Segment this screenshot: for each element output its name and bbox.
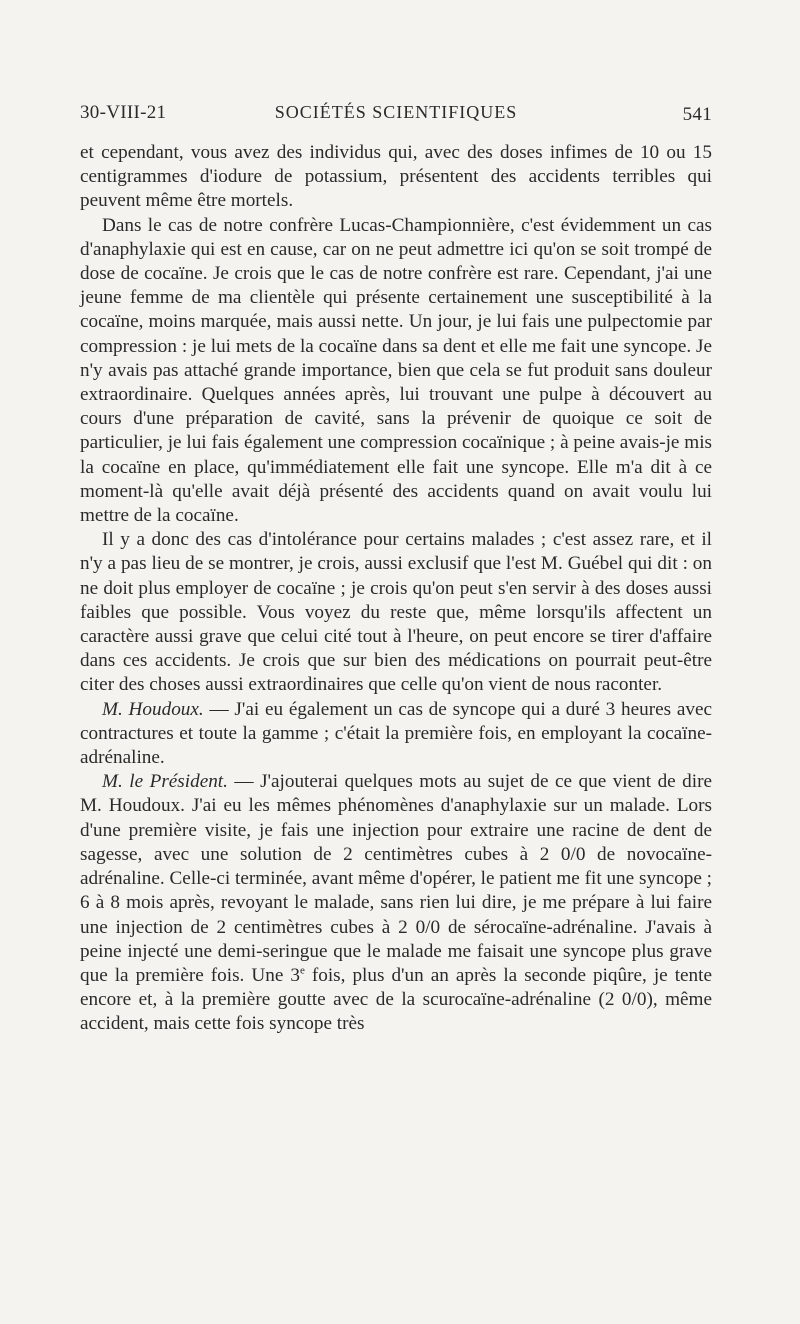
running-header [80,102,712,128]
paragraph-2-text: Dans le cas de notre confrère Lucas-Championnière, c'est évidemment un cas d'anaphylaxie qui est en cause, car on ne peut admettre ici qu'on se soit trompé de dose de cocaïne. Je crois que le cas de notre confrère est rare. Cependant, j'ai une jeune femme de ma clientèle qui présente certainement une susceptibilité à la cocaïne, moins marquée, mais aussi nette. Un jour, je lui fais une pulpectomie par compression : je lui mets de la cocaïne dans sa dent et elle me fait une syncope. Je n'y avais pas attaché grande importance, bien que cela se fut produit sans douleur extraordinaire. Quelques années après, lui trouvant une pulpe à découvert au cours d'une préparation de cavité, sans la prévenir de quoique ce soit de particulier, je lui fais également une compression cocaïnique ; à peine avais-je mis la cocaïne en place, qu'immédiatement elle fait une syncope. Elle m'a dit à ce moment-là qu'elle avait déjà présenté des accidents quand on avait voulu lui mettre de la cocaïne. [80,214,712,527]
paragraph-5-text-before: — J'ajouterai quelques mots au sujet de ce que vient de dire M. Houdoux. J'ai eu les mêmes phénomènes d'anaphylaxie sur un malade. Lors d'une première visite, je fais une injection pour extraire une racine de dent de sagesse, avec une solution de 2 centimètres cubes à 2 0/0 de novocaïne-adrénaline. Celle-ci terminée, avant même d'opérer, le patient me fit une syncope ; 6 à 8 mois après, revoyant le malade, sans rien lui dire, je me prépare à lui faire une injection de 2 centimètres cubes à 2 0/0 de sérocaïne-adrénaline. J'avais à peine injecté une demi-seringue que le malade me faisait une syncope plus grave que la première fois. Une 3 [80,771,712,986]
paragraph-4 [80,698,712,771]
paragraph-5 [80,770,712,1036]
paragraph-4-text: — J'ai eu également un cas de syncope qui a duré 3 heures avec contractures et toute la gamme ; c'était la première fois, en employant la cocaïne-adrénaline. [80,698,713,769]
superscript-e: e [299,964,305,977]
header-date: 30-VIII-21 [80,102,167,123]
body-text [80,141,712,1037]
page-number: 541 [682,104,712,125]
paragraph-3 [80,528,712,697]
paragraph-3-text: Il y a donc des cas d'intolérance pour certains malades ; c'est assez rare, et il n'y a pas lieu de se montrer, je crois, aussi exclusif que l'est M. Guébel qui dit : on ne doit plus employer de cocaïne ; je crois qu'on peut s'en servir à des doses aussi faibles que possible. Vous voyez du reste que, même lorsqu'ils affectent un caractère aussi grave que celui cité tout à l'heure, on peut encore se tirer d'affaire dans ces accidents. Je crois que sur bien des médications on pourrait peut-être citer des choses aussi extraordinaires que celle qu'on vient de nous raconter. [80,529,712,696]
paragraph-1 [80,141,712,214]
paragraph-1-text: et cependant, vous avez des individus qui, avec des doses infimes de 10 ou 15 centigrammes d'iodure de potassium, présentent des accidents terribles qui peuvent même être mortels. [80,142,712,212]
speaker-president: M. le Président. [102,771,228,793]
paragraph-2 [80,214,712,529]
speaker-houdoux: M. Houdoux. [102,698,204,720]
header-title: SOCIÉTÉS SCIENTIFIQUES [274,102,518,122]
paragraph-5-text-after: fois, plus d'un an après la seconde piqûre, je tente encore et, à la première goutte avec de la scurocaïne-adrénaline (2 0/0), même accident, mais cette fois syncope très [80,964,712,1035]
